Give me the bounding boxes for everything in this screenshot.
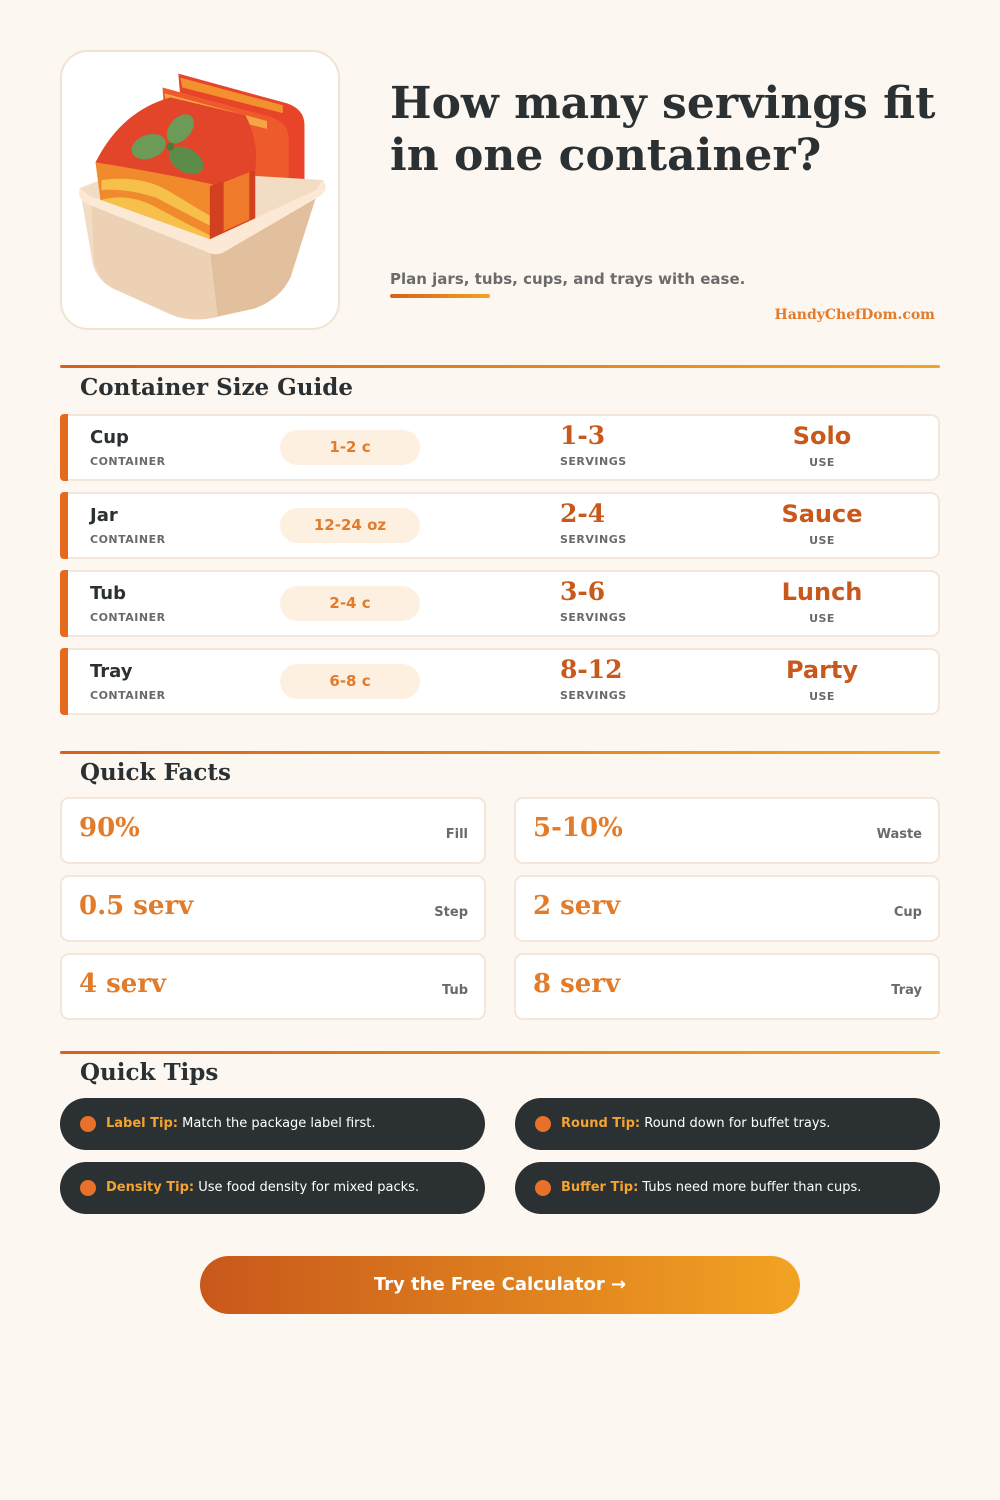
fact-label: Fill	[445, 827, 468, 842]
fact-card-tray	[514, 953, 940, 1020]
guide-row-jar	[60, 492, 940, 559]
container-name: Tray	[90, 661, 133, 682]
section-divider	[60, 751, 940, 754]
tip-key: Density Tip:	[106, 1180, 195, 1195]
brand-link[interactable]: HandyChefDom.com	[774, 307, 935, 323]
size-pill: 12-24 oz	[280, 508, 420, 543]
row-accent	[60, 492, 68, 559]
tip-key: Round Tip:	[561, 1116, 641, 1131]
container-label: CONTAINER	[90, 455, 166, 468]
use-value: Lunch	[781, 578, 863, 606]
servings-value: 2-4	[560, 499, 606, 528]
use-label: USE	[809, 456, 835, 469]
guide-row-cup	[60, 414, 940, 481]
section-title-guide: Container Size Guide	[80, 374, 353, 401]
fact-card-cup	[514, 875, 940, 942]
servings-label: SERVINGS	[560, 533, 627, 546]
tip-text	[561, 1116, 830, 1131]
servings-label: SERVINGS	[560, 455, 627, 468]
use-value: Party	[785, 656, 859, 684]
page-title: How many servings fit in one container?	[390, 78, 936, 181]
tip-text	[106, 1180, 419, 1195]
tip-round	[515, 1098, 940, 1150]
container-label: CONTAINER	[90, 611, 166, 624]
container-name: Jar	[90, 505, 118, 526]
section-divider	[60, 365, 940, 368]
tip-text	[561, 1180, 861, 1195]
fact-label: Step	[434, 905, 468, 920]
tip-buffer	[515, 1162, 940, 1214]
guide-row-tub	[60, 570, 940, 637]
fact-card-fill	[60, 797, 486, 864]
fact-label: Tray	[891, 983, 922, 998]
section-title-tips: Quick Tips	[80, 1059, 219, 1086]
tip-body: Match the package label first.	[182, 1116, 376, 1131]
bullet-dot-icon	[535, 1180, 551, 1196]
section-divider	[60, 1051, 940, 1054]
container-label: CONTAINER	[90, 533, 166, 546]
tip-body: Round down for buffet trays.	[644, 1116, 831, 1131]
fact-label: Waste	[876, 827, 922, 842]
size-pill: 6-8 c	[280, 664, 420, 699]
servings-label: SERVINGS	[560, 689, 627, 702]
tip-key: Buffer Tip:	[561, 1180, 639, 1195]
container-name: Tub	[90, 583, 126, 604]
bullet-dot-icon	[80, 1116, 96, 1132]
tip-text	[106, 1116, 376, 1131]
use-label: USE	[809, 690, 835, 703]
use-value: Sauce	[781, 500, 863, 528]
servings-value: 8-12	[560, 655, 623, 684]
use-label: USE	[809, 612, 835, 625]
fact-value: 5-10%	[533, 813, 623, 843]
section-title-facts: Quick Facts	[80, 759, 231, 786]
subtitle-underline	[390, 294, 490, 298]
tip-density	[60, 1162, 485, 1214]
tip-body: Tubs need more buffer than cups.	[642, 1180, 862, 1195]
servings-value: 3-6	[560, 577, 606, 606]
fact-value: 90%	[79, 813, 140, 843]
page-subtitle: Plan jars, tubs, cups, and trays with ease.	[390, 270, 746, 288]
tip-body: Use food density for mixed packs.	[198, 1180, 420, 1195]
tip-label	[60, 1098, 485, 1150]
size-pill: 1-2 c	[280, 430, 420, 465]
fact-value: 2 serv	[533, 891, 621, 921]
fact-card-tub	[60, 953, 486, 1020]
fact-value: 0.5 serv	[79, 891, 194, 921]
lasagna-container-icon	[60, 50, 340, 330]
fact-card-step	[60, 875, 486, 942]
container-name: Cup	[90, 427, 129, 448]
calculator-cta-button[interactable]: Try the Free Calculator →	[200, 1256, 800, 1314]
row-accent	[60, 648, 68, 715]
row-accent	[60, 570, 68, 637]
guide-row-tray	[60, 648, 940, 715]
use-label: USE	[809, 534, 835, 547]
row-accent	[60, 414, 68, 481]
size-pill: 2-4 c	[280, 586, 420, 621]
tip-key: Label Tip:	[106, 1116, 178, 1131]
fact-value: 8 serv	[533, 969, 621, 999]
bullet-dot-icon	[80, 1180, 96, 1196]
fact-label: Cup	[893, 905, 922, 920]
servings-label: SERVINGS	[560, 611, 627, 624]
container-label: CONTAINER	[90, 689, 166, 702]
fact-card-waste	[514, 797, 940, 864]
fact-value: 4 serv	[79, 969, 167, 999]
fact-label: Tub	[442, 983, 468, 998]
servings-value: 1-3	[560, 421, 606, 450]
bullet-dot-icon	[535, 1116, 551, 1132]
use-value: Solo	[792, 422, 852, 450]
